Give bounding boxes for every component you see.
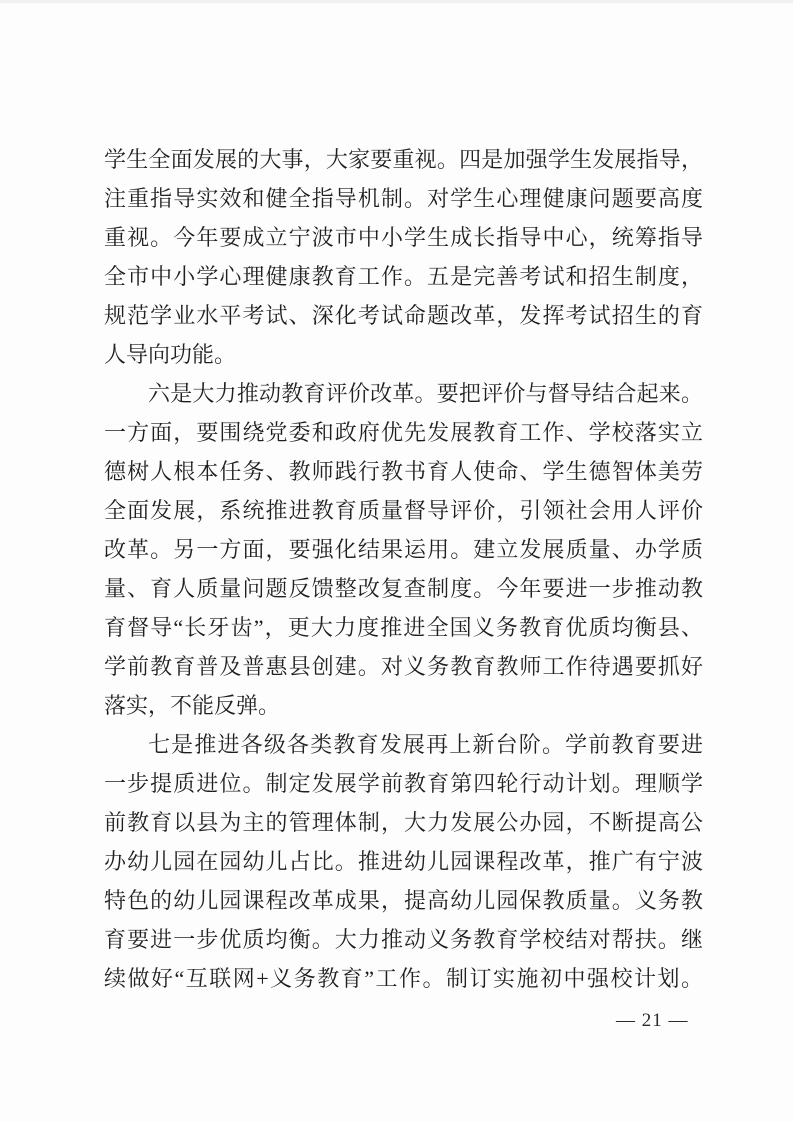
text-line: 人导向功能。	[104, 342, 237, 367]
paragraph	[104, 374, 703, 725]
text-line: 德树人根本任务、教师践行教书育人使命、学生德智体美劳	[104, 459, 703, 484]
text-line: 特色的幼儿园课程改革成果，提高幼儿园保教质量。义务教	[104, 888, 703, 913]
text-line: 量、育人质量问题反馈整改复查制度。今年要进一步推动教	[104, 576, 703, 601]
text-line: 六是大力推动教育评价改革。要把评价与督导结合起来。	[148, 381, 703, 406]
page-number: — 21 —	[616, 1010, 689, 1031]
document-body	[104, 140, 703, 998]
text-line: 办幼儿园在园幼儿占比。推进幼儿园课程改革，推广有宁波	[104, 849, 703, 874]
text-line: 全市中小学心理健康教育工作。五是完善考试和招生制度，	[104, 264, 703, 289]
text-line: 注重指导实效和健全指导机制。对学生心理健康问题要高度	[104, 186, 703, 211]
text-line: 重视。今年要成立宁波市中小学生成长指导中心，统筹指导	[104, 225, 703, 250]
paragraph	[104, 140, 703, 374]
text-line: 落实，不能反弹。	[104, 693, 281, 718]
text-line: 学前教育普及普惠县创建。对义务教育教师工作待遇要抓好	[104, 654, 703, 679]
scan-edge-shadow	[0, 0, 793, 3]
text-line: 一步提质进位。制定发展学前教育第四轮行动计划。理顺学	[104, 771, 703, 796]
text-line: 续做好“互联网+义务教育”工作。制订实施初中强校计划。	[104, 966, 703, 991]
text-line: 改革。另一方面，要强化结果运用。建立发展质量、办学质	[104, 537, 703, 562]
text-line: 规范学业水平考试、深化考试命题改革，发挥考试招生的育	[104, 303, 703, 328]
text-line: 育要进一步优质均衡。大力推动义务教育学校结对帮扶。继	[104, 927, 703, 952]
paragraph	[104, 725, 703, 998]
text-line: 全面发展，系统推进教育质量督导评价，引领社会用人评价	[104, 498, 703, 523]
text-line: 育督导“长牙齿”，更大力度推进全国义务教育优质均衡县、	[104, 615, 703, 640]
text-line: 前教育以县为主的管理体制，大力发展公办园，不断提高公	[104, 810, 703, 835]
text-line: 七是推进各级各类教育发展再上新台阶。学前教育要进	[148, 732, 703, 757]
text-line: 一方面，要围绕党委和政府优先发展教育工作、学校落实立	[104, 420, 703, 445]
text-line: 学生全面发展的大事，大家要重视。四是加强学生发展指导，	[104, 147, 703, 172]
